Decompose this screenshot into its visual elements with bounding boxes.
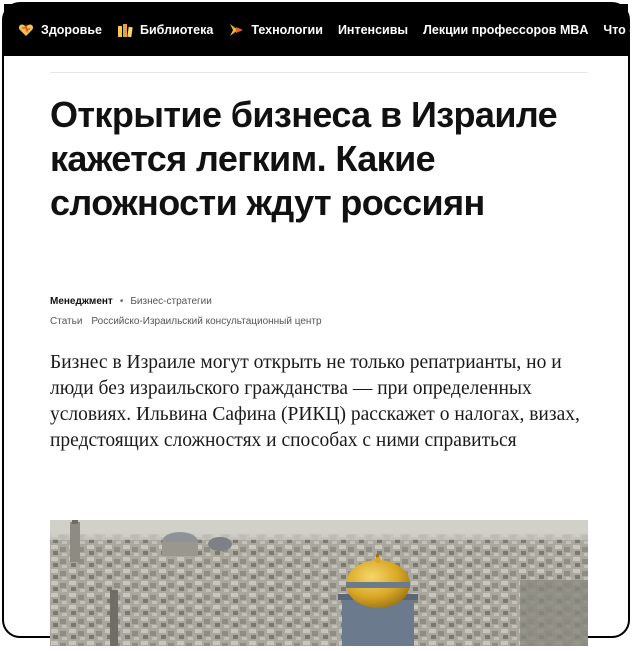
nav-label: Технологии <box>251 23 323 37</box>
top-navigation <box>4 4 637 56</box>
jerusalem-cityscape-image <box>50 520 588 646</box>
article-type-link[interactable]: Статьи <box>50 316 83 327</box>
article-lead: Бизнес в Израиле могут открыть не только репатрианты, но и люди без израильского гражданства — при определенных условиях. Ильвина Сафина (РИКЦ) расскажет о налогах, визах, предстоящих сложностях и способах с ними справиться <box>50 352 580 451</box>
nav-label: Здоровье <box>41 23 102 37</box>
nav-label: Интенсивы <box>337 23 409 37</box>
article-rubrics <box>50 296 212 307</box>
nav-item-technology[interactable] <box>228 23 323 37</box>
rubric-link[interactable]: Менеджмент <box>50 296 113 307</box>
article-source-link[interactable]: Российско-Израильский консультационный центр <box>91 316 322 327</box>
nav-item-health[interactable] <box>18 23 102 37</box>
subrubric-link[interactable]: Бизнес-стратегии <box>130 296 212 307</box>
header-divider <box>50 72 588 73</box>
nav-label: Лекции профессоров MBA <box>423 23 589 37</box>
nav-label: Что о <box>603 23 637 37</box>
browser-frame <box>2 2 637 638</box>
nav-item-more[interactable] <box>603 23 636 37</box>
heart-health-icon <box>18 23 34 37</box>
nav-item-intensives[interactable] <box>338 23 408 37</box>
separator-dot: • <box>119 296 124 307</box>
nav-item-library[interactable] <box>117 23 213 38</box>
tech-arrow-icon <box>228 23 244 37</box>
article-photo <box>50 520 588 646</box>
nav-item-mba-lectures[interactable] <box>423 23 588 37</box>
nav-label: Библиотека <box>140 23 214 37</box>
article-title: Открытие бизнеса в Израиле кажется легким. Какие сложности ждут россиян <box>50 94 558 223</box>
books-icon <box>117 23 133 38</box>
article-meta <box>50 316 331 327</box>
